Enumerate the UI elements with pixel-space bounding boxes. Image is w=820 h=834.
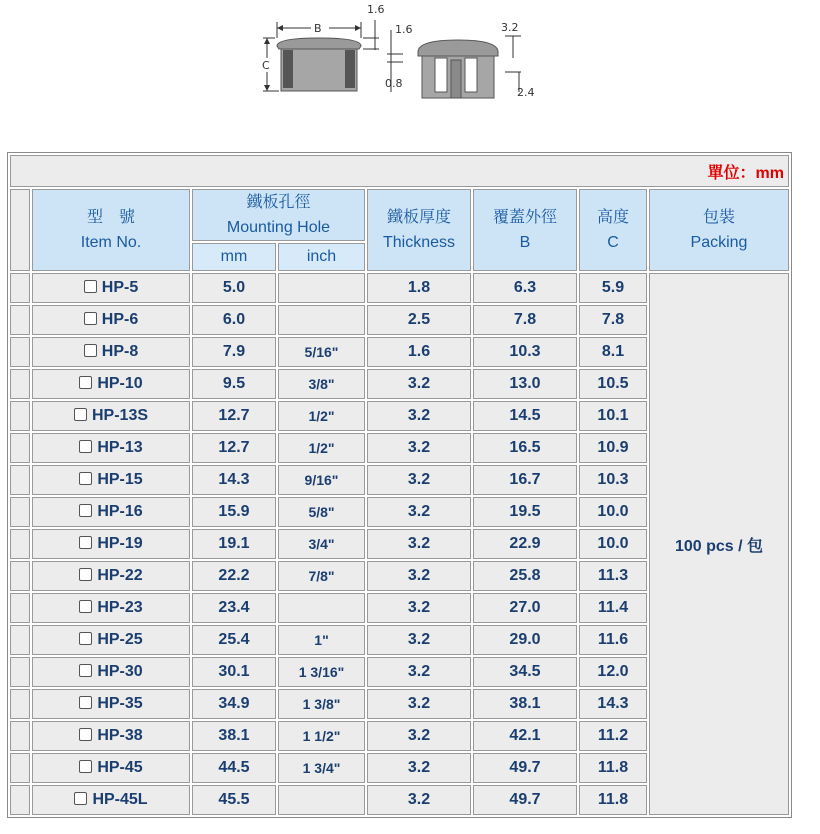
item-no: HP-45L: [92, 791, 148, 808]
item-cell: [32, 561, 190, 591]
item-cell: [32, 465, 190, 495]
dim-b-label: B: [314, 22, 322, 35]
hole-mm-cell: 30.1: [192, 657, 276, 687]
height-cell: 10.3: [579, 465, 647, 495]
row-spacer: [10, 529, 30, 559]
item-checkbox[interactable]: [74, 408, 87, 421]
item-checkbox[interactable]: [79, 536, 92, 549]
thickness-cell: 3.2: [367, 401, 471, 431]
header-pack-en: Packing: [690, 234, 748, 251]
header-height: [579, 189, 647, 271]
item-no: HP-6: [101, 311, 139, 328]
thickness-cell: 3.2: [367, 625, 471, 655]
item-no: HP-15: [97, 471, 143, 488]
item-no: HP-45: [97, 759, 143, 776]
item-checkbox[interactable]: [79, 504, 92, 517]
height-cell: 10.0: [579, 529, 647, 559]
item-no: HP-10: [97, 375, 143, 392]
thickness-cell: 3.2: [367, 689, 471, 719]
item-no: HP-23: [97, 599, 143, 616]
item-checkbox[interactable]: [79, 632, 92, 645]
thickness-cell: 3.2: [367, 785, 471, 815]
row-spacer: [10, 785, 30, 815]
row-spacer: [10, 401, 30, 431]
dim-base-label: 0.8: [385, 77, 403, 90]
thickness-cell: 3.2: [367, 497, 471, 527]
header-thick-zh: 鐵板厚度: [386, 209, 451, 226]
height-cell: 14.3: [579, 689, 647, 719]
item-checkbox[interactable]: [79, 728, 92, 741]
header-height-en: C: [607, 234, 619, 251]
hole-inch-cell: 3/8": [278, 369, 365, 399]
hole-mm-cell: 14.3: [192, 465, 276, 495]
row-spacer: [10, 465, 30, 495]
plug-side-view: [277, 38, 361, 91]
hole-mm-cell: 12.7: [192, 401, 276, 431]
hole-inch-cell: 7/8": [278, 561, 365, 591]
item-cell: [32, 305, 190, 335]
hole-mm-cell: 38.1: [192, 721, 276, 751]
thickness-cell: 3.2: [367, 465, 471, 495]
thickness-cell: 3.2: [367, 369, 471, 399]
height-cell: 8.1: [579, 337, 647, 367]
hole-mm-cell: 6.0: [192, 305, 276, 335]
item-checkbox[interactable]: [84, 312, 97, 325]
height-cell: 11.2: [579, 721, 647, 751]
row-spacer: [10, 337, 30, 367]
dimension-diagram: [255, 0, 545, 104]
header-cover-en: B: [519, 234, 531, 251]
header-hole-mm: mm: [192, 243, 276, 271]
header-cover-zh: 覆蓋外徑: [492, 209, 557, 226]
hole-mm-cell: 45.5: [192, 785, 276, 815]
hole-inch-cell: [278, 273, 365, 303]
hole-inch-cell: 1/2": [278, 401, 365, 431]
item-no: HP-22: [97, 567, 143, 584]
header-mounting-hole: [192, 189, 365, 241]
row-spacer: [10, 497, 30, 527]
item-checkbox[interactable]: [79, 760, 92, 773]
hole-inch-cell: 1/2": [278, 433, 365, 463]
header-packing: [649, 189, 789, 271]
item-no: HP-13: [97, 439, 143, 456]
thickness-cell: 3.2: [367, 433, 471, 463]
cover-diameter-cell: 13.0: [473, 369, 577, 399]
item-checkbox[interactable]: [79, 664, 92, 677]
header-cover-diameter: [473, 189, 577, 271]
item-checkbox[interactable]: [79, 568, 92, 581]
item-checkbox[interactable]: [79, 472, 92, 485]
hole-inch-cell: 1 3/4": [278, 753, 365, 783]
row-spacer: [10, 753, 30, 783]
hole-inch-cell: 5/16": [278, 337, 365, 367]
item-cell: [32, 625, 190, 655]
item-checkbox[interactable]: [79, 440, 92, 453]
item-cell: [32, 401, 190, 431]
header-item: [32, 189, 190, 271]
item-cell: [32, 657, 190, 687]
hole-inch-cell: [278, 785, 365, 815]
header-item-en: Item No.: [80, 234, 142, 251]
cover-diameter-cell: 49.7: [473, 753, 577, 783]
hole-mm-cell: 19.1: [192, 529, 276, 559]
header-spacer: [10, 189, 30, 271]
header-thick-en: Thickness: [382, 234, 456, 251]
cover-diameter-cell: 27.0: [473, 593, 577, 623]
dim-right-step-label: 2.4: [517, 86, 535, 99]
hole-inch-cell: 5/8": [278, 497, 365, 527]
item-cell: [32, 753, 190, 783]
row-spacer: [10, 273, 30, 303]
hole-mm-cell: 15.9: [192, 497, 276, 527]
cover-diameter-cell: 22.9: [473, 529, 577, 559]
thickness-cell: 3.2: [367, 657, 471, 687]
height-cell: 12.0: [579, 657, 647, 687]
thickness-cell: 3.2: [367, 593, 471, 623]
hole-mm-cell: 23.4: [192, 593, 276, 623]
header-thickness: [367, 189, 471, 271]
header-hole-inch: inch: [278, 243, 365, 271]
height-cell: 5.9: [579, 273, 647, 303]
item-cell: [32, 497, 190, 527]
hole-inch-cell: 3/4": [278, 529, 365, 559]
thickness-cell: 1.6: [367, 337, 471, 367]
item-no: HP-35: [97, 695, 143, 712]
header-height-zh: 高度: [596, 209, 629, 226]
packing-cell: 100 pcs / 包: [649, 273, 789, 815]
cover-diameter-cell: 16.5: [473, 433, 577, 463]
item-no: HP-16: [97, 503, 143, 520]
spec-table: [7, 152, 792, 818]
height-cell: 11.6: [579, 625, 647, 655]
item-cell: [32, 433, 190, 463]
item-cell: [32, 529, 190, 559]
cover-diameter-cell: 42.1: [473, 721, 577, 751]
header-pack-zh: 包裝: [702, 209, 735, 226]
height-cell: 10.9: [579, 433, 647, 463]
hole-mm-cell: 44.5: [192, 753, 276, 783]
hole-inch-cell: [278, 305, 365, 335]
row-spacer: [10, 657, 30, 687]
row-spacer: [10, 369, 30, 399]
hole-inch-cell: 1 3/8": [278, 689, 365, 719]
thickness-cell: 1.8: [367, 273, 471, 303]
hole-mm-cell: 34.9: [192, 689, 276, 719]
header-hole-en: Mounting Hole: [226, 219, 331, 236]
cover-diameter-cell: 6.3: [473, 273, 577, 303]
table-row: [10, 273, 789, 303]
plug-cross-section: [418, 40, 498, 98]
item-checkbox[interactable]: [84, 280, 97, 293]
item-cell: [32, 593, 190, 623]
hole-mm-cell: 5.0: [192, 273, 276, 303]
cover-diameter-cell: 25.8: [473, 561, 577, 591]
item-no: HP-13S: [91, 407, 149, 424]
dim-right-width-label: 3.2: [501, 21, 519, 34]
item-cell: [32, 785, 190, 815]
cover-diameter-cell: 38.1: [473, 689, 577, 719]
thickness-cell: 3.2: [367, 561, 471, 591]
hole-mm-cell: 12.7: [192, 433, 276, 463]
hole-inch-cell: 1": [278, 625, 365, 655]
item-no: HP-19: [97, 535, 143, 552]
row-spacer: [10, 561, 30, 591]
thickness-cell: 2.5: [367, 305, 471, 335]
row-spacer: [10, 689, 30, 719]
item-no: HP-30: [97, 663, 143, 680]
cover-diameter-cell: 14.5: [473, 401, 577, 431]
row-spacer: [10, 593, 30, 623]
item-no: HP-5: [101, 279, 139, 296]
cover-diameter-cell: 34.5: [473, 657, 577, 687]
item-cell: [32, 721, 190, 751]
item-checkbox[interactable]: [79, 696, 92, 709]
cover-diameter-cell: 49.7: [473, 785, 577, 815]
hole-mm-cell: 9.5: [192, 369, 276, 399]
item-cell: [32, 273, 190, 303]
item-no: HP-38: [97, 727, 143, 744]
header-hole-zh: 鐵板孔徑: [246, 194, 311, 211]
row-spacer: [10, 721, 30, 751]
hole-inch-cell: 1 3/16": [278, 657, 365, 687]
height-cell: 10.1: [579, 401, 647, 431]
height-cell: 11.3: [579, 561, 647, 591]
height-cell: 11.8: [579, 785, 647, 815]
row-spacer: [10, 305, 30, 335]
cover-diameter-cell: 10.3: [473, 337, 577, 367]
item-cell: [32, 337, 190, 367]
unit-row: [10, 155, 789, 187]
item-checkbox[interactable]: [74, 792, 87, 805]
height-cell: 11.8: [579, 753, 647, 783]
item-no: HP-8: [101, 343, 139, 360]
height-cell: 10.5: [579, 369, 647, 399]
height-cell: 10.0: [579, 497, 647, 527]
dim-flange-label: 1.6: [395, 23, 413, 36]
table-header-row: [10, 189, 789, 241]
header-item-zh: 型 號: [86, 209, 135, 226]
item-checkbox[interactable]: [79, 376, 92, 389]
row-spacer: [10, 433, 30, 463]
thickness-cell: 3.2: [367, 721, 471, 751]
item-cell: [32, 369, 190, 399]
unit-label: 單位：mm: [707, 164, 784, 182]
height-cell: 7.8: [579, 305, 647, 335]
item-checkbox[interactable]: [84, 344, 97, 357]
hole-mm-cell: 7.9: [192, 337, 276, 367]
hole-inch-cell: 1 1/2": [278, 721, 365, 751]
thickness-cell: 3.2: [367, 753, 471, 783]
height-cell: 11.4: [579, 593, 647, 623]
hole-mm-cell: 22.2: [192, 561, 276, 591]
hole-inch-cell: [278, 593, 365, 623]
cover-diameter-cell: 19.5: [473, 497, 577, 527]
dim-c-label: C: [262, 59, 270, 72]
item-checkbox[interactable]: [79, 600, 92, 613]
thickness-cell: 3.2: [367, 529, 471, 559]
row-spacer: [10, 625, 30, 655]
item-cell: [32, 689, 190, 719]
item-no: HP-25: [97, 631, 143, 648]
hole-mm-cell: 25.4: [192, 625, 276, 655]
dim-top-gap-label: 1.6: [367, 3, 385, 16]
cover-diameter-cell: 7.8: [473, 305, 577, 335]
hole-inch-cell: 9/16": [278, 465, 365, 495]
cover-diameter-cell: 16.7: [473, 465, 577, 495]
cover-diameter-cell: 29.0: [473, 625, 577, 655]
